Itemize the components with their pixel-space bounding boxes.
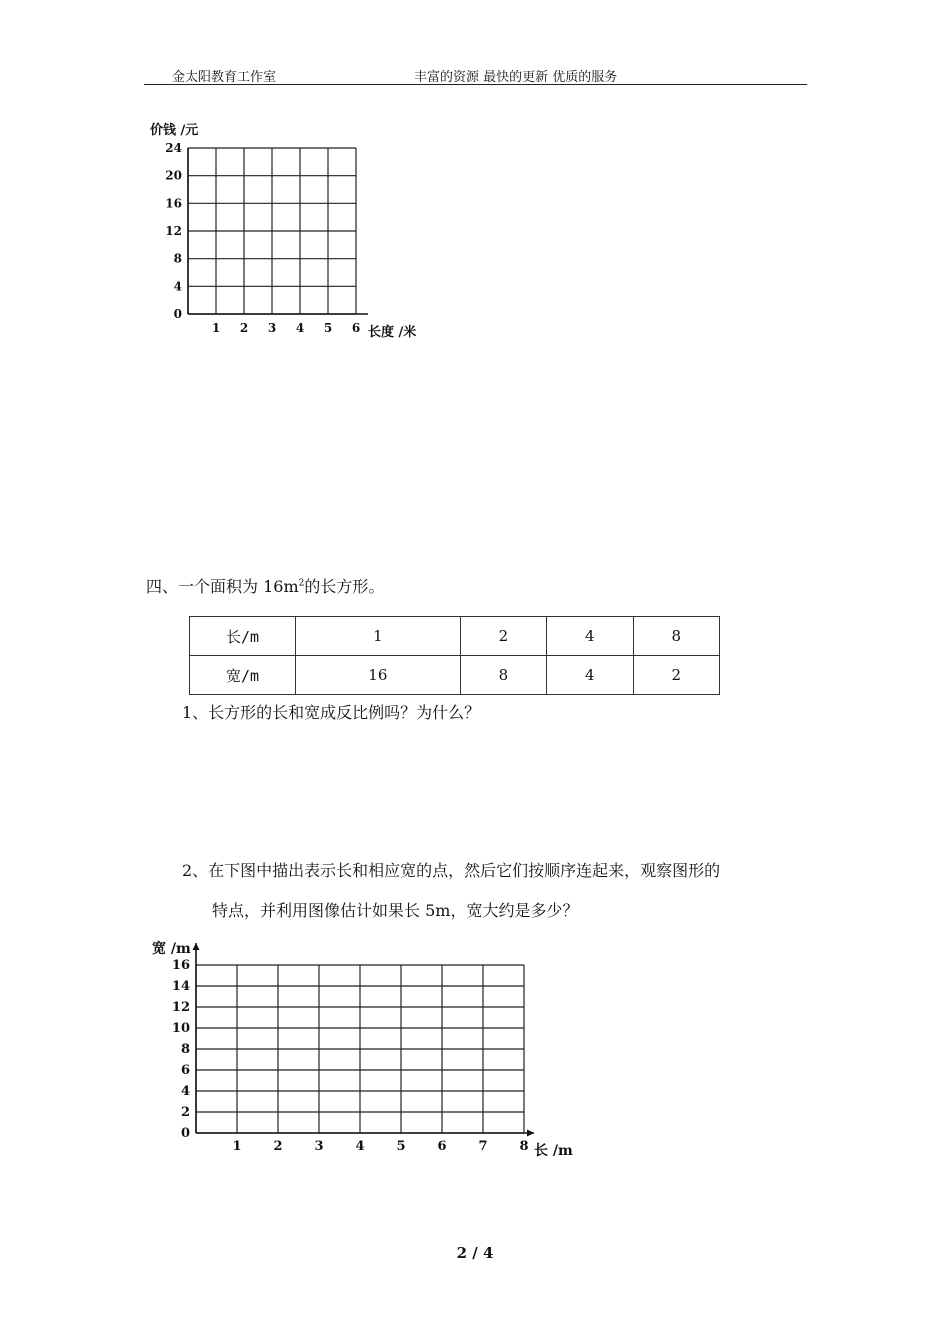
- y-tick-label: 24: [165, 141, 182, 155]
- y-tick-label: 20: [165, 168, 182, 183]
- y-tick-label: 16: [171, 958, 190, 973]
- y-tick-label: 12: [165, 224, 182, 238]
- x-axis-label: 长 /m: [534, 1143, 573, 1159]
- y-axis-label: 价钱 /元: [150, 123, 199, 138]
- y-axis-arrow-icon: [193, 943, 200, 950]
- x-tick-label: 4: [295, 321, 305, 335]
- x-tick-label: 5: [396, 1139, 406, 1154]
- x-tick-label: 6: [351, 321, 361, 335]
- header-divider: [144, 84, 807, 85]
- x-tick-label: 1: [232, 1139, 242, 1154]
- question-1-text: 1、长方形的长和宽成反比例吗？为什么？: [182, 703, 481, 722]
- table-row-length: [190, 617, 720, 656]
- x-axis-label: 长度 /米: [368, 325, 417, 340]
- section-four-title-end: 的长方形。: [304, 577, 385, 596]
- x-tick-label: 2: [273, 1139, 283, 1154]
- question-2-text-line2: 特点，并利用图像估计如果长 5m，宽大约是多少？: [212, 901, 579, 920]
- y-tick-label: 8: [180, 1042, 190, 1057]
- header-right-text: 丰富的资源 最快的更新 优质的服务: [414, 70, 618, 85]
- y-tick-label: 6: [180, 1063, 190, 1078]
- table-row-label: 长/m: [190, 617, 296, 656]
- table-cell: 1: [296, 617, 461, 656]
- table-cell: 4: [547, 617, 633, 656]
- y-tick-label: 14: [171, 979, 190, 994]
- section-four-title: [146, 574, 384, 597]
- x-tick-label: 4: [355, 1139, 365, 1154]
- y-tick-label: 10: [171, 1021, 190, 1036]
- table-cell: 16: [296, 656, 461, 695]
- y-tick-label: 12: [171, 1000, 190, 1015]
- price-length-grid-chart: [150, 118, 440, 348]
- section-four-title-start: 四、一个面积为 16m: [146, 577, 299, 596]
- y-axis-label: 宽 /m: [152, 941, 191, 957]
- width-length-grid-chart: [140, 932, 590, 1172]
- x-axis-arrow-icon: [527, 1130, 534, 1137]
- table-cell: 8: [633, 617, 719, 656]
- table-row-label: 宽/m: [190, 656, 296, 695]
- header-left-text: 金太阳教育工作室: [172, 70, 277, 85]
- table-row-width: [190, 656, 720, 695]
- y-tick-label: 4: [173, 279, 182, 294]
- x-tick-label: 3: [314, 1139, 324, 1154]
- y-tick-label: 8: [173, 251, 182, 266]
- y-tick-label: 0: [173, 307, 182, 321]
- x-tick-label: 7: [478, 1139, 488, 1154]
- table-cell: 8: [460, 656, 546, 695]
- page-number: 2 / 4: [456, 1244, 494, 1262]
- y-tick-label: 0: [180, 1126, 190, 1141]
- y-tick-label: 16: [165, 196, 182, 211]
- question-2-text-line1: 2、在下图中描出表示长和相应宽的点，然后它们按顺序连起来，观察图形的: [182, 861, 721, 880]
- x-tick-label: 2: [239, 321, 249, 335]
- x-tick-label: 5: [323, 321, 333, 335]
- section-four-title-superscript: 2: [298, 578, 305, 589]
- y-tick-label: 2: [180, 1105, 190, 1120]
- table-cell: 2: [460, 617, 546, 656]
- table-cell: 4: [547, 656, 633, 695]
- x-tick-label: 1: [211, 321, 221, 335]
- length-width-table: [189, 616, 720, 695]
- x-tick-label: 8: [519, 1139, 529, 1154]
- table-cell: 2: [633, 656, 719, 695]
- y-tick-label: 4: [180, 1084, 190, 1099]
- x-tick-label: 3: [267, 321, 277, 335]
- x-tick-label: 6: [437, 1139, 447, 1154]
